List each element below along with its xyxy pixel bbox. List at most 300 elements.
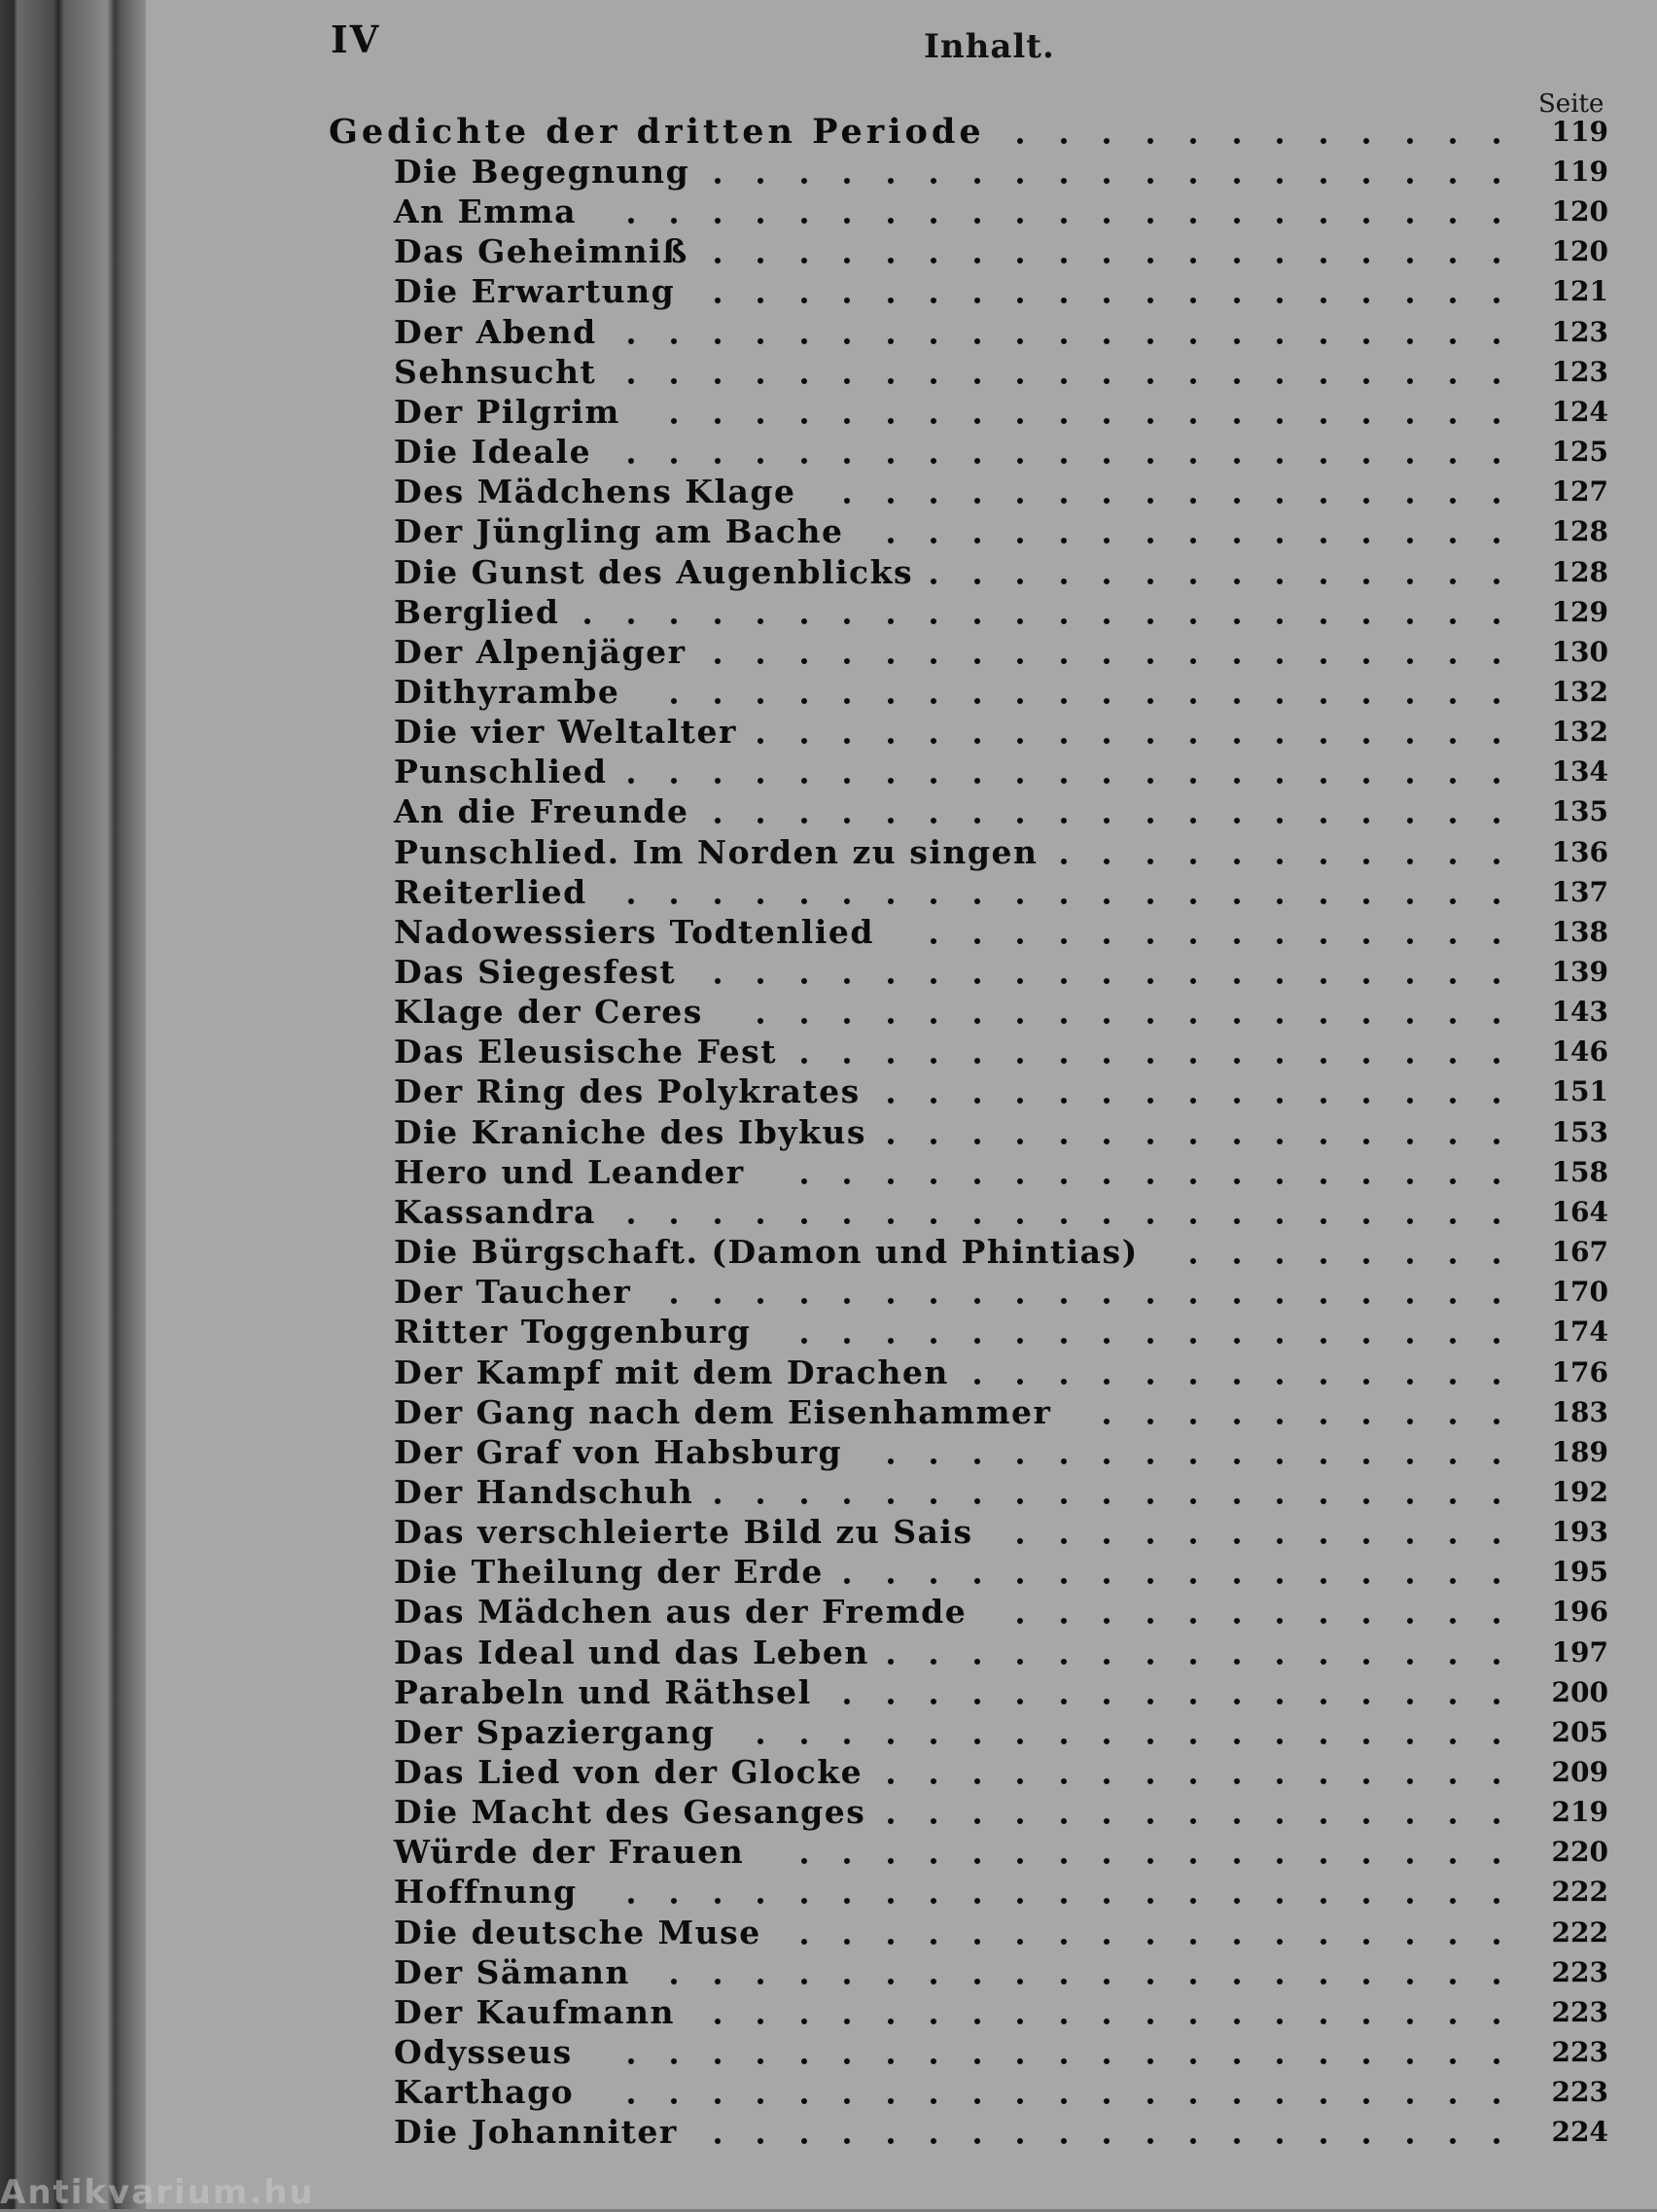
- leader-dot: [1494, 1898, 1499, 1904]
- toc-entry: [0, 1153, 1657, 1192]
- leader-dot: [1017, 938, 1023, 944]
- leader-dot: [1190, 1098, 1196, 1104]
- leader-dot: [1363, 1139, 1369, 1144]
- entry-page-number: 222: [1551, 1876, 1608, 1909]
- leader-dot: [758, 1218, 763, 1224]
- entry-page-number: 223: [1551, 2076, 1608, 2109]
- leader-dot: [1494, 1419, 1499, 1424]
- toc-entry: [0, 873, 1657, 912]
- leader-dot: [715, 258, 721, 263]
- leader-dot: [1277, 1699, 1283, 1704]
- leader-dot: [1147, 938, 1153, 944]
- leader-dot: [584, 618, 590, 624]
- leader-dot: [1190, 898, 1196, 904]
- leader-dot: [1061, 1659, 1067, 1665]
- leader-dot: [1104, 1058, 1110, 1064]
- leader-dot: [1277, 218, 1283, 224]
- leader-dot: [1234, 738, 1240, 744]
- leader-dot: [974, 1098, 980, 1104]
- leader-dot: [844, 658, 850, 664]
- leader-dot: [758, 2019, 763, 2024]
- leader-dot: [1017, 378, 1023, 384]
- leader-dot: [974, 298, 980, 303]
- leader-dot: [974, 1058, 980, 1064]
- leader-dot: [1407, 1338, 1413, 1344]
- leader-dot: [1321, 218, 1326, 224]
- leader-dot: [1234, 1578, 1240, 1584]
- leader-dot: [801, 418, 807, 424]
- leader-dot: [1407, 1258, 1413, 1264]
- leader-dot: [1494, 859, 1499, 864]
- leader-dot: [1147, 1498, 1153, 1504]
- leader-dot: [888, 2019, 894, 2024]
- leader-dot: [1147, 1939, 1153, 1945]
- leader-dot: [1450, 938, 1456, 944]
- leader-dot: [801, 1058, 807, 1064]
- leader-dot: [844, 1018, 850, 1024]
- leader-dot: [1494, 1738, 1499, 1744]
- leader-dot: [844, 418, 850, 424]
- leader-dot: [888, 1178, 894, 1184]
- leader-dot: [888, 458, 894, 464]
- leader-dot: [1450, 498, 1456, 504]
- leader-dot: [1234, 1858, 1240, 1864]
- leader-dot: [888, 1939, 894, 1945]
- leader-dot: [1104, 1659, 1110, 1665]
- leader-dot: [801, 1298, 807, 1304]
- entry-page-number: 129: [1551, 595, 1608, 628]
- leader-dot: [1104, 898, 1110, 904]
- leader-dot: [931, 1738, 936, 1744]
- leader-dot: [1190, 1018, 1196, 1024]
- leader-dot: [1321, 498, 1326, 504]
- entry-page-number: 167: [1551, 1236, 1608, 1269]
- leader-dot: [628, 338, 634, 344]
- entry-page-number: 120: [1551, 195, 1608, 228]
- leader-dot: [974, 1578, 980, 1584]
- leader-dot: [1061, 2098, 1067, 2104]
- entry-title: Reiterlied: [394, 872, 587, 911]
- entry-page-number: 124: [1551, 395, 1608, 428]
- leader-dot: [888, 978, 894, 984]
- leader-dot: [715, 2058, 721, 2064]
- leader-dot: [1407, 1578, 1413, 1584]
- leader-dot: [1277, 1258, 1283, 1264]
- entry-title: Karthago: [394, 2073, 575, 2112]
- leader-dot: [1321, 1699, 1326, 1704]
- leader-dot: [1407, 738, 1413, 744]
- leader-dot: [974, 538, 980, 544]
- leader-dot: [931, 458, 936, 464]
- leader-dot: [974, 1898, 980, 1904]
- leader-dot: [1104, 618, 1110, 624]
- leader-dot: [1494, 2138, 1499, 2144]
- leader-dot: [1450, 818, 1456, 824]
- leader-dot: [1321, 338, 1326, 344]
- leader-dot: [1234, 1018, 1240, 1024]
- entry-title: Punschlied: [394, 753, 608, 791]
- leader-dot: [1061, 378, 1067, 384]
- leader-dot: [1363, 818, 1369, 824]
- leader-dot: [1061, 1058, 1067, 1064]
- leader-dot: [844, 618, 850, 624]
- section-page-number: 119: [1551, 116, 1608, 148]
- leader-dot: [758, 2098, 763, 2104]
- leader-dot: [628, 778, 634, 784]
- toc-entry: [0, 792, 1657, 831]
- section-title: Gedichte der dritten Periode: [329, 112, 985, 152]
- leader-dot: [1190, 1778, 1196, 1784]
- leader-dot: [1234, 1659, 1240, 1665]
- leader-dot: [1017, 1659, 1023, 1665]
- leader-dot: [931, 1979, 936, 1984]
- toc-entry: [0, 1673, 1657, 1712]
- leader-dot: [1277, 1178, 1283, 1184]
- toc-entry: [0, 1793, 1657, 1832]
- leader-dot: [801, 1178, 807, 1184]
- leader-dot: [801, 338, 807, 344]
- leader-dot: [1190, 2098, 1196, 2104]
- leader-dot: [1450, 1858, 1456, 1864]
- leader-dot: [888, 1458, 894, 1464]
- leader-dot: [1277, 418, 1283, 424]
- leader-dot: [1234, 1218, 1240, 1224]
- leader-dot: [1234, 418, 1240, 424]
- leader-dot: [1061, 1018, 1067, 1024]
- leader-dot: [1234, 1338, 1240, 1344]
- leader-dot: [1407, 1738, 1413, 1744]
- leader-dot: [1363, 2138, 1369, 2144]
- leader-dot: [1234, 898, 1240, 904]
- leader-dot: [671, 338, 677, 344]
- leader-dot: [1407, 1098, 1413, 1104]
- leader-dot: [1017, 298, 1023, 303]
- entry-page-number: 119: [1551, 156, 1608, 188]
- toc-entry: [0, 1713, 1657, 1752]
- leader-dot: [1104, 418, 1110, 424]
- toc-entry: [0, 1914, 1657, 1952]
- leader-dot: [931, 258, 936, 263]
- leader-dot: [758, 618, 763, 624]
- leader-dot: [1450, 418, 1456, 424]
- entry-page-number: 120: [1551, 235, 1608, 268]
- leader-dot: [1450, 1258, 1456, 1264]
- leader-dot: [758, 338, 763, 344]
- leader-dot: [1104, 1139, 1110, 1144]
- leader-dot: [1450, 1738, 1456, 1744]
- leader-dot: [1017, 1538, 1023, 1544]
- leader-dot: [1407, 1898, 1413, 1904]
- leader-dot: [844, 1058, 850, 1064]
- leader-dot: [1147, 1018, 1153, 1024]
- leader-dot: [1277, 1298, 1283, 1304]
- leader-dot: [1061, 498, 1067, 504]
- leader-dot: [715, 658, 721, 664]
- leader-dot: [888, 258, 894, 263]
- leader-dot: [1234, 1298, 1240, 1304]
- leader-dot: [1494, 1218, 1499, 1224]
- leader-dot: [801, 218, 807, 224]
- leader-dot: [801, 378, 807, 384]
- leader-dot: [1104, 338, 1110, 344]
- toc-entry: [0, 473, 1657, 511]
- page-column-label: Seite: [1538, 89, 1604, 119]
- entry-page-number: 137: [1551, 875, 1608, 908]
- entry-title: Punschlied. Im Norden zu singen: [394, 832, 1039, 871]
- leader-dot: [671, 898, 677, 904]
- leader-dot: [1017, 1379, 1023, 1385]
- entry-page-number: 224: [1551, 2116, 1608, 2149]
- leader-dot: [931, 1458, 936, 1464]
- leader-dot: [1234, 458, 1240, 464]
- leader-dot: [1017, 898, 1023, 904]
- leader-dot: [974, 1458, 980, 1464]
- leader-dot: [1494, 2058, 1499, 2064]
- leader-dot: [1234, 2019, 1240, 2024]
- entry-title: Das Ideal und das Leben: [394, 1633, 869, 1671]
- leader-dot: [671, 458, 677, 464]
- leader-dot: [801, 818, 807, 824]
- leader-dot: [758, 698, 763, 704]
- leader-dot: [1407, 618, 1413, 624]
- toc-entry: [0, 2113, 1657, 2152]
- leader-dot: [1321, 1939, 1326, 1945]
- entry-page-number: 192: [1551, 1475, 1608, 1508]
- leader-dot: [758, 1979, 763, 1984]
- leader-dot: [1494, 1498, 1499, 1504]
- leader-dot: [974, 218, 980, 224]
- leader-dot: [1190, 178, 1196, 184]
- leader-dot: [1061, 178, 1067, 184]
- leader-dot: [931, 1858, 936, 1864]
- leader-dot: [1363, 1699, 1369, 1704]
- leader-dot: [1104, 1098, 1110, 1104]
- leader-dot: [1104, 1578, 1110, 1584]
- leader-dot: [974, 2019, 980, 2024]
- leader-dot: [758, 1298, 763, 1304]
- leader-dot: [844, 1858, 850, 1864]
- leader-dot: [1147, 1298, 1153, 1304]
- leader-dot: [1407, 2138, 1413, 2144]
- entry-title: Die Ideale: [394, 433, 592, 472]
- leader-dot: [1190, 1498, 1196, 1504]
- entry-page-number: 136: [1551, 835, 1608, 868]
- toc-section-heading: [0, 113, 1657, 152]
- leader-dot: [1061, 1898, 1067, 1904]
- toc-entry: [0, 1753, 1657, 1792]
- leader-dot: [1363, 978, 1369, 984]
- leader-dot: [1234, 2138, 1240, 2144]
- leader-dot: [1190, 298, 1196, 303]
- leader-dot: [1061, 1979, 1067, 1984]
- leader-dot: [1061, 1778, 1067, 1784]
- leader-dot: [628, 218, 634, 224]
- entry-page-number: 189: [1551, 1435, 1608, 1468]
- leader-dot: [1104, 2058, 1110, 2064]
- toc-entry: [0, 753, 1657, 791]
- leader-dot: [1407, 859, 1413, 864]
- leader-dot: [1450, 859, 1456, 864]
- leader-dot: [844, 1979, 850, 1984]
- leader-dot: [1321, 1379, 1326, 1385]
- leader-dot: [1234, 978, 1240, 984]
- leader-dot: [1407, 658, 1413, 664]
- leader-dot: [1450, 1058, 1456, 1064]
- entry-page-number: 197: [1551, 1635, 1608, 1668]
- leader-dot: [1321, 1458, 1326, 1464]
- leader-dot: [1321, 1498, 1326, 1504]
- leader-dot: [1494, 178, 1499, 184]
- leader-dot: [1190, 818, 1196, 824]
- leader-dot: [1234, 1379, 1240, 1385]
- leader-dot: [1017, 1098, 1023, 1104]
- leader-dot: [1494, 1939, 1499, 1945]
- leader-dot: [1061, 698, 1067, 704]
- entry-page-number: 170: [1551, 1276, 1608, 1309]
- leader-dot: [1190, 1298, 1196, 1304]
- leader-dot: [888, 618, 894, 624]
- leader-dot: [1494, 938, 1499, 944]
- leader-dot: [758, 658, 763, 664]
- leader-dot: [974, 458, 980, 464]
- leader-dot: [1017, 1618, 1023, 1624]
- leader-dot: [1494, 778, 1499, 784]
- entry-title: Der Handschuh: [394, 1472, 694, 1511]
- leader-dot: [1234, 258, 1240, 263]
- entry-page-number: 223: [1551, 1995, 1608, 2028]
- leader-dot: [1147, 1178, 1153, 1184]
- leader-dot: [1450, 138, 1456, 144]
- leader-dot: [1061, 258, 1067, 263]
- leader-dot: [1277, 538, 1283, 544]
- leader-dot: [1363, 1939, 1369, 1945]
- leader-dot: [888, 1818, 894, 1824]
- leader-dot: [801, 1338, 807, 1344]
- leader-dot: [1277, 1098, 1283, 1104]
- leader-dot: [1321, 859, 1326, 864]
- leader-dot: [1321, 658, 1326, 664]
- leader-dot: [1277, 1419, 1283, 1424]
- leader-dot: [1104, 1618, 1110, 1624]
- leader-dot: [931, 818, 936, 824]
- entry-page-number: 143: [1551, 996, 1608, 1029]
- leader-dot: [1277, 378, 1283, 384]
- entry-page-number: 176: [1551, 1355, 1608, 1388]
- leader-dot: [1407, 579, 1413, 584]
- toc-entry: [0, 1072, 1657, 1111]
- leader-dot: [1407, 1778, 1413, 1784]
- leader-dot: [1363, 1338, 1369, 1344]
- leader-dot: [1234, 1979, 1240, 1984]
- leader-dot: [1234, 218, 1240, 224]
- leader-dot: [1450, 2058, 1456, 2064]
- leader-dot: [1407, 178, 1413, 184]
- leader-dot: [1190, 1419, 1196, 1424]
- leader-dot: [1190, 1458, 1196, 1464]
- leader-dot: [1061, 1858, 1067, 1864]
- leader-dot: [974, 1738, 980, 1744]
- leader-dot: [1190, 1258, 1196, 1264]
- leader-dot: [1321, 1018, 1326, 1024]
- leader-dot: [1147, 138, 1153, 144]
- leader-dot: [1061, 1939, 1067, 1945]
- leader-dot: [1190, 579, 1196, 584]
- leader-dot: [671, 2058, 677, 2064]
- entry-page-number: 138: [1551, 915, 1608, 948]
- entry-title: Kassandra: [394, 1192, 596, 1231]
- leader-dot: [888, 1858, 894, 1864]
- leader-dot: [1017, 2138, 1023, 2144]
- leader-dot: [1450, 298, 1456, 303]
- leader-dot: [1450, 1979, 1456, 1984]
- leader-dot: [1017, 498, 1023, 504]
- leader-dot: [1363, 178, 1369, 184]
- leader-dot: [1277, 1939, 1283, 1945]
- leader-dot: [1277, 178, 1283, 184]
- entry-title: Die Erwartung: [394, 272, 676, 311]
- leader-dot: [1017, 338, 1023, 344]
- leader-dot: [1190, 1699, 1196, 1704]
- leader-dot: [1321, 1778, 1326, 1784]
- leader-dot: [801, 178, 807, 184]
- leader-dot: [1494, 618, 1499, 624]
- leader-dot: [844, 298, 850, 303]
- leader-dot: [1017, 1939, 1023, 1945]
- leader-dot: [1407, 1659, 1413, 1665]
- entry-title: Das Siegesfest: [394, 953, 677, 991]
- leader-dot: [671, 1898, 677, 1904]
- leader-dot: [1017, 579, 1023, 584]
- toc-entry: [0, 433, 1657, 472]
- leader-dot: [1407, 2098, 1413, 2104]
- leader-dot: [1277, 738, 1283, 744]
- leader-dot: [931, 1939, 936, 1945]
- leader-dot: [671, 1218, 677, 1224]
- toc-entry: [0, 553, 1657, 592]
- leader-dot: [1104, 1419, 1110, 1424]
- leader-dot: [1321, 418, 1326, 424]
- leader-dot: [1017, 1498, 1023, 1504]
- entry-title: Die Macht des Gesanges: [394, 1793, 866, 1832]
- leader-dot: [1363, 2058, 1369, 2064]
- leader-dot: [931, 978, 936, 984]
- leader-dot: [1277, 1018, 1283, 1024]
- leader-dot: [758, 418, 763, 424]
- entry-title: Das Lied von der Glocke: [394, 1753, 864, 1791]
- leader-dot: [1494, 1578, 1499, 1584]
- leader-dot: [1234, 2058, 1240, 2064]
- leader-dot: [1407, 938, 1413, 944]
- leader-dot: [1147, 1379, 1153, 1385]
- leader-dot: [1450, 178, 1456, 184]
- leader-dot: [931, 538, 936, 544]
- leader-dot: [1104, 138, 1110, 144]
- entry-title: Der Sämann: [394, 1952, 630, 1991]
- leader-dot: [1494, 1098, 1499, 1104]
- leader-dot: [1104, 1818, 1110, 1824]
- leader-dot: [1234, 1419, 1240, 1424]
- leader-dot: [888, 378, 894, 384]
- leader-dot: [931, 2019, 936, 2024]
- leader-dot: [974, 1778, 980, 1784]
- leader-dot: [1277, 1538, 1283, 1544]
- leader-dot: [1234, 1538, 1240, 1544]
- leader-dot: [1190, 618, 1196, 624]
- leader-dot: [1190, 258, 1196, 263]
- leader-dot: [1234, 618, 1240, 624]
- leader-dot: [758, 778, 763, 784]
- leader-dot: [1104, 658, 1110, 664]
